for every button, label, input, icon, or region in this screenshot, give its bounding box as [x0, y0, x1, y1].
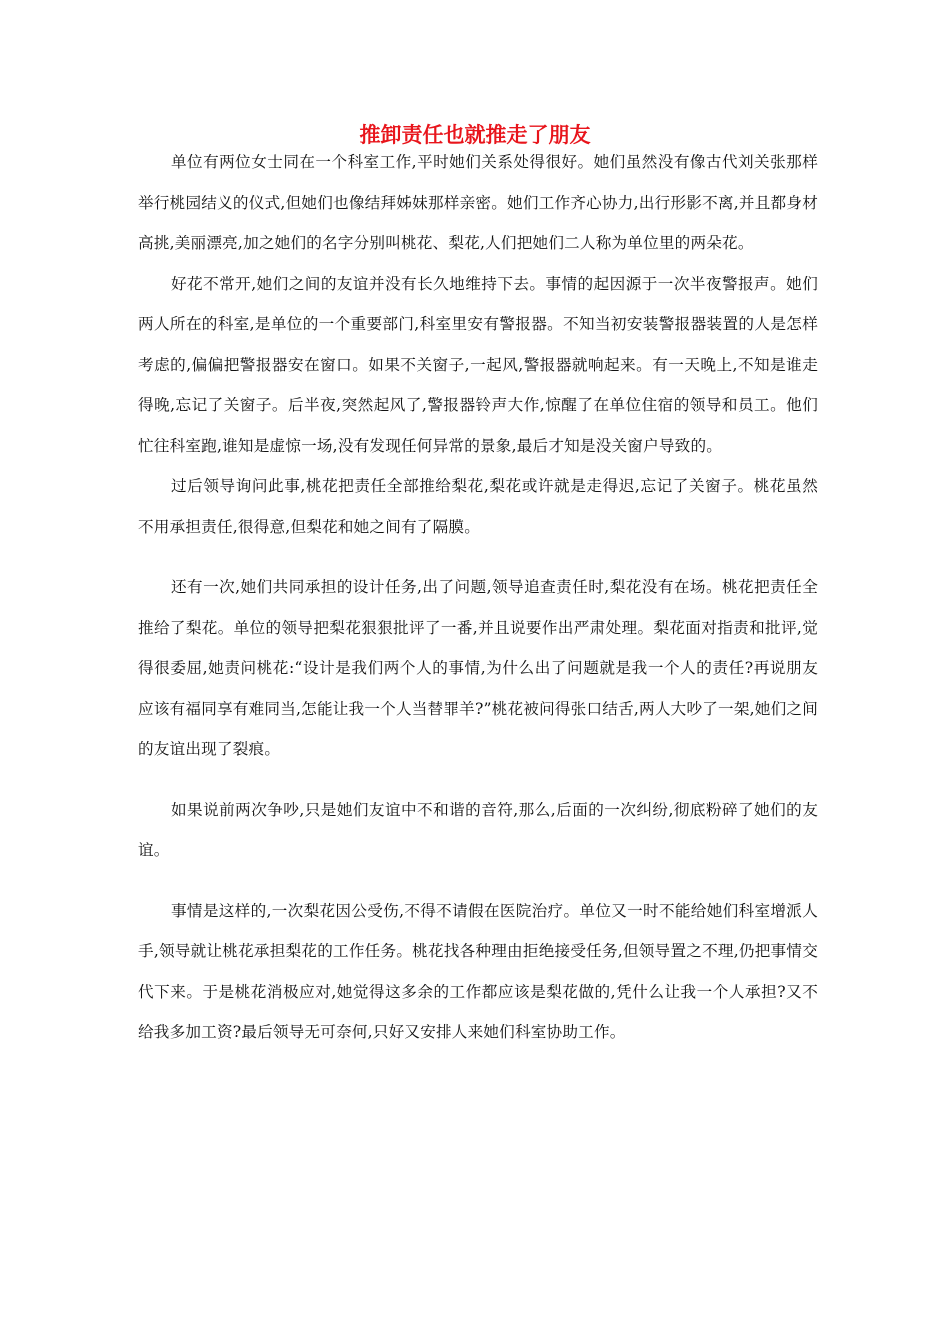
paragraph-3: 过后领导询问此事,桃花把责任全部推给梨花,梨花或许就是走得迟,忘记了关窗子。桃花虽然不用承担责任,很得意,但梨花和她之间有了隔膜。	[138, 477, 818, 536]
paragraph-1: 单位有两位女士同在一个科室工作,平时她们关系处得很好。她们虽然没有像古代刘关张那样举行桃园结义的仪式,但她们也像结拜姊妹那样亲密。她们工作齐心协力,出行形影不离,并且都身材高挑,美丽漂亮,加之她们的名字分别叫桃花、梨花,人们把她们二人称为单位里的两朵花。	[138, 153, 818, 252]
page-title: 推卸责任也就推走了朋友	[359, 123, 591, 147]
article-body	[138, 142, 818, 1053]
paragraph-spacer	[138, 871, 818, 891]
paragraph-5: 如果说前两次争吵,只是她们友谊中不和谐的音符,那么,后面的一次纠纷,彻底粉碎了她们的友谊。	[138, 800, 818, 859]
paragraph-6: 事情是这样的,一次梨花因公受伤,不得不请假在医院治疗。单位又一时不能给她们科室增派人手,领导就让桃花承担梨花的工作任务。桃花找各种理由拒绝接受任务,但领导置之不理,仍把事情交代下来。于是桃花消极应对,她觉得这多余的工作都应该是梨花做的,凭什么让我一个人承担?又不给我多加工资?最后领导无可奈何,只好又安排人来她们科室协助工作。	[138, 901, 818, 1041]
paragraph-spacer	[138, 770, 818, 790]
paragraph-4: 还有一次,她们共同承担的设计任务,出了问题,领导追查责任时,梨花没有在场。桃花把责任全推给了梨花。单位的领导把梨花狠狠批评了一番,并且说要作出严肃处理。梨花面对指责和批评,觉得很委屈,她责问桃花:“设计是我们两个人的事情,为什么出了问题就是我一个人的责任?再说朋友应该有福同享有难同当,怎能让我一个人当替罪羊?”桃花被问得张口结舌,两人大吵了一架,她们之间的友谊出现了裂痕。	[138, 578, 818, 758]
paragraph-2: 好花不常开,她们之间的友谊并没有长久地维持下去。事情的起因源于一次半夜警报声。她们两人所在的科室,是单位的一个重要部门,科室里安有警报器。不知当初安装警报器装置的人是怎样考虑的,偏偏把警报器安在窗口。如果不关窗子,一起风,警报器就响起来。有一天晚上,不知是谁走得晚,忘记了关窗子。后半夜,突然起风了,警报器铃声大作,惊醒了在单位住宿的领导和员工。他们忙往科室跑,谁知是虚惊一场,没有发现任何异常的景象,最后才知是没关窗户导致的。	[138, 274, 818, 455]
paragraph-spacer	[138, 547, 818, 567]
